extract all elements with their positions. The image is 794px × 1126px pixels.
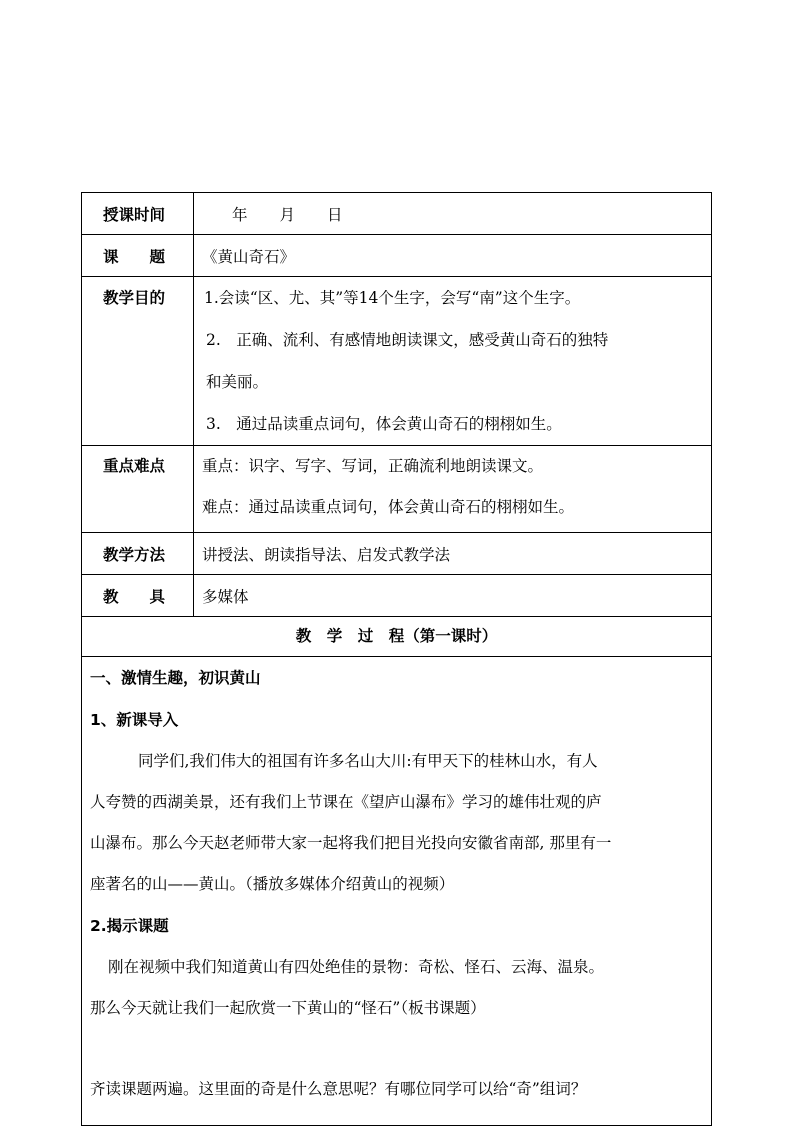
label-cell [82,446,194,533]
key-label: 重点难点 [103,457,166,475]
day-text: 日 [327,205,343,224]
tool-value: 多媒体 [202,587,249,606]
goal-list [194,277,711,445]
row-process-heading [82,617,712,657]
title-label: 课 题 [103,247,166,266]
row-process-body [82,657,712,1126]
paragraph: 刚在视频中我们知道黄山有四处绝佳的景物：奇松、怪石、云海、温泉。 [108,958,605,976]
month-text: 月 [279,205,296,224]
goal-item: 1.会读“区、尤、其”等14个生字，会写“南”这个生字。 [204,289,581,307]
paragraph: 山瀑布。那么今天赵老师带大家一起将我们把目光投向安徽省南部, 那里有一 [90,834,612,852]
lesson-plan-table [81,192,712,1126]
row-teaching-tools [82,575,712,617]
row-key-difficult [82,446,712,533]
goal-item: 和美丽。 [206,373,269,391]
paragraph: 齐读课题两遍。这里面的奇是什么意思呢？有哪位同学可以给“奇”组词？ [90,1080,587,1098]
subsection-heading: 1、新课导入 [90,711,179,729]
row-lesson-title [82,235,712,277]
value-cell [194,575,712,617]
tool-label: 教 具 [103,587,166,606]
paragraph: 人夸赞的西湖美景，还有我们上节课在《望庐山瀑布》学习的雄伟壮观的庐 [90,793,602,811]
heading-cell [82,617,712,657]
difficult-point: 难点：通过品读重点词句，体会黄山奇石的栩栩如生。 [202,498,575,516]
label-cell [82,533,194,575]
paragraph: 那么今天就让我们一起欣赏一下黄山的“怪石”（板书课题） [90,999,486,1017]
row-teaching-goals [82,277,712,446]
process-heading: 教 学 过 程（第一课时） [295,627,498,645]
row-lesson-time [82,193,712,235]
label-cell [82,277,194,446]
process-body-cell [82,657,712,1126]
label-cell [82,235,194,277]
goal-item: 3. 通过品读重点词句，体会黄山奇石的栩栩如生。 [206,415,562,433]
value-cell [194,193,712,235]
value-cell [194,277,712,446]
method-label: 教学方法 [103,545,166,564]
title-value: 《黄山奇石》 [202,247,296,266]
goal-item: 2. 正确、流利、有感情地朗读课文，感受黄山奇石的独特 [206,331,609,349]
key-list [194,446,711,528]
label-cell [82,575,194,617]
date-fields [194,193,711,234]
row-teaching-method [82,533,712,575]
paragraph: 同学们,我们伟大的祖国有许多名山大川:有甲天下的桂林山水，有人 [138,752,598,770]
blank-line [90,1029,705,1069]
section-heading: 一、激情生趣，初识黄山 [90,669,261,687]
year-text: 年 [232,205,248,224]
value-cell [194,235,712,277]
method-value: 讲授法、朗读指导法、启发式教学法 [202,545,451,564]
time-label: 授课时间 [103,205,166,224]
subsection-heading: 2.揭示课题 [90,917,169,935]
key-point: 重点：识字、写字、写词，正确流利地朗读课文。 [202,457,544,475]
label-cell [82,193,194,235]
value-cell [194,533,712,575]
paragraph: 座著名的山——黄山。（播放多媒体介绍黄山的视频） [90,875,455,893]
value-cell [194,446,712,533]
goal-label: 教学目的 [103,289,166,307]
